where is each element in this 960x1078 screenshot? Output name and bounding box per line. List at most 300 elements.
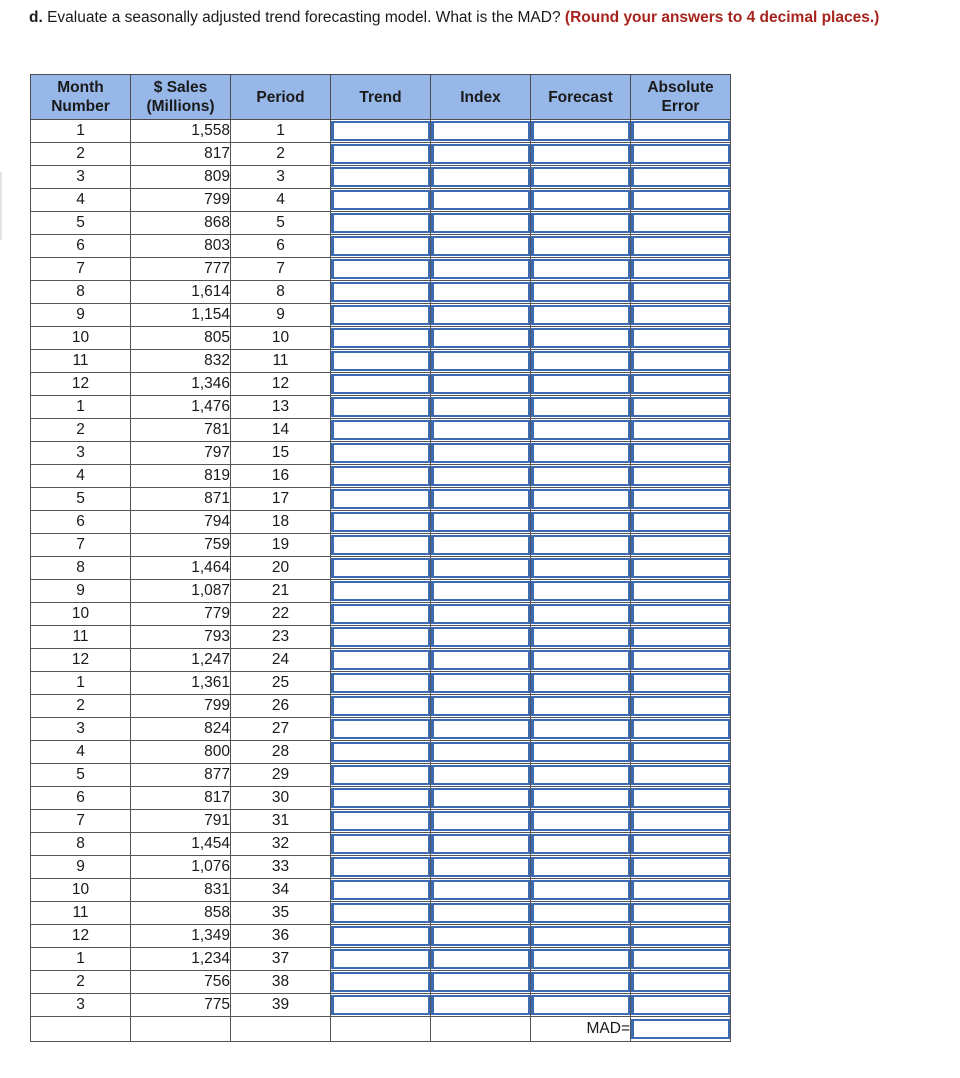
trend-input-cell [331,994,431,1017]
period-cell: 18 [231,511,331,534]
forecast-input[interactable] [531,903,630,923]
forecast-input-cell [531,465,631,488]
sales-cell: 797 [131,442,231,465]
absolute-error-input-cell [631,419,731,442]
forecast-input[interactable] [531,236,630,256]
trend-input[interactable] [331,811,430,831]
month-number-cell: 3 [31,166,131,189]
forecast-input[interactable] [531,765,630,785]
trend-input-cell [331,534,431,557]
index-input[interactable] [431,581,530,601]
index-input[interactable] [431,259,530,279]
forecast-input[interactable] [531,880,630,900]
index-input[interactable] [431,811,530,831]
index-input-cell [431,511,531,534]
forecast-input[interactable] [531,949,630,969]
period-cell: 13 [231,396,331,419]
absolute-error-input[interactable] [631,811,730,831]
index-input[interactable] [431,535,530,555]
index-input-cell [431,350,531,373]
trend-input-cell [331,166,431,189]
forecast-input[interactable] [531,857,630,877]
trend-input[interactable] [331,719,430,739]
trend-input-cell [331,419,431,442]
absolute-error-input-cell [631,672,731,695]
absolute-error-input-cell [631,603,731,626]
trend-input[interactable] [331,397,430,417]
absolute-error-input[interactable] [631,581,730,601]
period-cell: 31 [231,810,331,833]
trend-input[interactable] [331,696,430,716]
trend-input[interactable] [331,903,430,923]
trend-input[interactable] [331,443,430,463]
trend-input-cell [331,948,431,971]
header-index: Index [431,75,531,120]
trend-input-cell [331,327,431,350]
index-input[interactable] [431,604,530,624]
forecast-input[interactable] [531,213,630,233]
index-input[interactable] [431,328,530,348]
absolute-error-input[interactable] [631,834,730,854]
trend-input[interactable] [331,949,430,969]
trend-input[interactable] [331,535,430,555]
index-input[interactable] [431,972,530,992]
index-input-cell [431,419,531,442]
trend-input[interactable] [331,765,430,785]
absolute-error-input[interactable] [631,328,730,348]
absolute-error-input[interactable] [631,995,730,1015]
absolute-error-input[interactable] [631,420,730,440]
forecast-input[interactable] [531,788,630,808]
forecast-input-cell [531,235,631,258]
index-input[interactable] [431,558,530,578]
trend-input[interactable] [331,351,430,371]
absolute-error-input[interactable] [631,788,730,808]
month-number-cell: 6 [31,511,131,534]
index-input[interactable] [431,650,530,670]
absolute-error-input[interactable] [631,696,730,716]
index-input-cell [431,833,531,856]
absolute-error-input-cell [631,856,731,879]
forecast-input[interactable] [531,972,630,992]
trend-input[interactable] [331,834,430,854]
index-input[interactable] [431,696,530,716]
forecast-input[interactable] [531,328,630,348]
sales-cell: 1,087 [131,580,231,603]
absolute-error-input[interactable] [631,926,730,946]
forecast-input[interactable] [531,512,630,532]
trend-input-cell [331,235,431,258]
period-cell: 2 [231,143,331,166]
forecast-input[interactable] [531,696,630,716]
absolute-error-input[interactable] [631,213,730,233]
index-input-cell [431,925,531,948]
trend-input-cell [331,189,431,212]
trend-input[interactable] [331,880,430,900]
absolute-error-input-cell [631,580,731,603]
index-input-cell [431,465,531,488]
sales-cell: 793 [131,626,231,649]
index-input[interactable] [431,627,530,647]
period-cell: 21 [231,580,331,603]
trend-input-cell [331,120,431,143]
forecast-input[interactable] [531,190,630,210]
table-row [31,741,731,764]
header-month-number: Month Number [31,75,131,120]
sales-cell: 877 [131,764,231,787]
index-input[interactable] [431,926,530,946]
absolute-error-input[interactable] [631,305,730,325]
index-input-cell [431,534,531,557]
table-row [31,534,731,557]
index-input[interactable] [431,834,530,854]
index-input-cell [431,281,531,304]
index-input[interactable] [431,443,530,463]
trend-input[interactable] [331,190,430,210]
index-input[interactable] [431,765,530,785]
mad-input[interactable] [631,1019,730,1039]
absolute-error-input[interactable] [631,282,730,302]
trend-input[interactable] [331,972,430,992]
absolute-error-input-cell [631,304,731,327]
period-cell: 16 [231,465,331,488]
index-input[interactable] [431,144,530,164]
period-cell: 38 [231,971,331,994]
question-text [29,7,939,28]
index-input-cell [431,672,531,695]
absolute-error-input[interactable] [631,489,730,509]
trend-input-cell [331,649,431,672]
month-number-cell: 9 [31,856,131,879]
absolute-error-input-cell [631,902,731,925]
forecast-input[interactable] [531,834,630,854]
index-input[interactable] [431,351,530,371]
absolute-error-input-cell [631,695,731,718]
trend-input[interactable] [331,144,430,164]
table-row [31,994,731,1017]
table-row [31,143,731,166]
absolute-error-input[interactable] [631,351,730,371]
absolute-error-input[interactable] [631,236,730,256]
index-input[interactable] [431,673,530,693]
sales-cell: 824 [131,718,231,741]
table-row [31,511,731,534]
absolute-error-input[interactable] [631,949,730,969]
forecast-input[interactable] [531,305,630,325]
sales-cell: 819 [131,465,231,488]
absolute-error-input[interactable] [631,190,730,210]
forecast-input[interactable] [531,627,630,647]
index-input[interactable] [431,880,530,900]
sales-cell: 756 [131,971,231,994]
sales-cell: 777 [131,258,231,281]
absolute-error-input[interactable] [631,673,730,693]
forecast-input-cell [531,304,631,327]
period-cell: 36 [231,925,331,948]
period-cell: 15 [231,442,331,465]
forecast-input-cell [531,281,631,304]
forecast-input[interactable] [531,121,630,141]
table-row [31,557,731,580]
trend-input-cell [331,856,431,879]
trend-input[interactable] [331,604,430,624]
forecast-input[interactable] [531,604,630,624]
trend-input[interactable] [331,167,430,187]
trend-input[interactable] [331,581,430,601]
period-cell: 17 [231,488,331,511]
forecast-input[interactable] [531,144,630,164]
index-input[interactable] [431,236,530,256]
trend-input-cell [331,971,431,994]
trend-input-cell [331,879,431,902]
sales-cell: 779 [131,603,231,626]
forecast-input-cell [531,419,631,442]
absolute-error-input[interactable] [631,535,730,555]
forecast-input[interactable] [531,926,630,946]
index-input-cell [431,120,531,143]
index-input[interactable] [431,742,530,762]
month-number-cell: 11 [31,626,131,649]
sales-cell: 781 [131,419,231,442]
index-input-cell [431,626,531,649]
index-input-cell [431,442,531,465]
index-input[interactable] [431,489,530,509]
absolute-error-input[interactable] [631,719,730,739]
absolute-error-input[interactable] [631,880,730,900]
sales-cell: 1,454 [131,833,231,856]
index-input[interactable] [431,167,530,187]
absolute-error-input-cell [631,396,731,419]
month-number-cell: 8 [31,833,131,856]
trend-input-cell [331,741,431,764]
trend-input[interactable] [331,259,430,279]
forecast-input[interactable] [531,742,630,762]
index-input[interactable] [431,857,530,877]
mad-row-blank [431,1017,531,1042]
trend-input-cell [331,672,431,695]
forecast-input[interactable] [531,650,630,670]
trend-input[interactable] [331,282,430,302]
absolute-error-input[interactable] [631,512,730,532]
forecast-input-cell [531,695,631,718]
table-row [31,948,731,971]
header-row [31,75,731,120]
trend-input[interactable] [331,673,430,693]
index-input-cell [431,166,531,189]
forecast-input[interactable] [531,535,630,555]
period-cell: 30 [231,787,331,810]
index-input[interactable] [431,213,530,233]
period-cell: 25 [231,672,331,695]
forecast-input[interactable] [531,351,630,371]
trend-input[interactable] [331,489,430,509]
index-input[interactable] [431,420,530,440]
index-input-cell [431,718,531,741]
trend-input[interactable] [331,627,430,647]
forecast-input[interactable] [531,995,630,1015]
index-input[interactable] [431,282,530,302]
absolute-error-input-cell [631,626,731,649]
period-cell: 4 [231,189,331,212]
forecast-input[interactable] [531,282,630,302]
table-row [31,856,731,879]
table-row [31,281,731,304]
sales-cell: 858 [131,902,231,925]
forecast-input[interactable] [531,374,630,394]
month-number-cell: 12 [31,373,131,396]
trend-input-cell [331,787,431,810]
trend-input-cell [331,718,431,741]
month-number-cell: 4 [31,465,131,488]
trend-input-cell [331,304,431,327]
sales-cell: 871 [131,488,231,511]
trend-input[interactable] [331,742,430,762]
sales-cell: 1,234 [131,948,231,971]
period-cell: 20 [231,557,331,580]
forecast-input-cell [531,787,631,810]
sales-cell: 1,076 [131,856,231,879]
absolute-error-input[interactable] [631,604,730,624]
absolute-error-input-cell [631,488,731,511]
trend-input[interactable] [331,420,430,440]
trend-input[interactable] [331,788,430,808]
sales-cell: 868 [131,212,231,235]
absolute-error-input[interactable] [631,121,730,141]
trend-input[interactable] [331,236,430,256]
absolute-error-input-cell [631,235,731,258]
month-number-cell: 3 [31,994,131,1017]
absolute-error-input[interactable] [631,857,730,877]
absolute-error-input[interactable] [631,742,730,762]
index-input[interactable] [431,397,530,417]
forecast-input-cell [531,971,631,994]
period-cell: 32 [231,833,331,856]
index-input[interactable] [431,995,530,1015]
index-input[interactable] [431,190,530,210]
forecast-input-cell [531,373,631,396]
forecast-input[interactable] [531,489,630,509]
month-number-cell: 4 [31,741,131,764]
forecast-input[interactable] [531,466,630,486]
forecast-input-cell [531,189,631,212]
absolute-error-input-cell [631,465,731,488]
sales-cell: 799 [131,695,231,718]
table-row [31,373,731,396]
index-input[interactable] [431,903,530,923]
trend-input[interactable] [331,466,430,486]
mad-row-blank [31,1017,131,1042]
question-letter: d. [29,9,43,26]
absolute-error-input[interactable] [631,259,730,279]
forecast-input[interactable] [531,558,630,578]
absolute-error-input[interactable] [631,558,730,578]
forecast-input[interactable] [531,259,630,279]
forecast-input-cell [531,879,631,902]
index-input[interactable] [431,121,530,141]
forecast-input[interactable] [531,397,630,417]
trend-input[interactable] [331,650,430,670]
absolute-error-input[interactable] [631,144,730,164]
index-input[interactable] [431,512,530,532]
absolute-error-input-cell [631,143,731,166]
trend-input-cell [331,695,431,718]
index-input[interactable] [431,374,530,394]
forecast-input[interactable] [531,719,630,739]
trend-input-cell [331,488,431,511]
month-number-cell: 8 [31,281,131,304]
absolute-error-input[interactable] [631,650,730,670]
absolute-error-input[interactable] [631,972,730,992]
forecast-input[interactable] [531,673,630,693]
table-row [31,304,731,327]
trend-input[interactable] [331,374,430,394]
absolute-error-input[interactable] [631,903,730,923]
forecast-input[interactable] [531,167,630,187]
forecast-input-cell [531,327,631,350]
sales-cell: 803 [131,235,231,258]
absolute-error-input-cell [631,258,731,281]
trend-input[interactable] [331,328,430,348]
forecast-input-cell [531,350,631,373]
forecast-input[interactable] [531,443,630,463]
absolute-error-input[interactable] [631,765,730,785]
table-body [31,120,731,1017]
month-number-cell: 2 [31,695,131,718]
trend-input[interactable] [331,512,430,532]
period-cell: 6 [231,235,331,258]
month-number-cell: 11 [31,902,131,925]
period-cell: 22 [231,603,331,626]
absolute-error-input[interactable] [631,466,730,486]
index-input-cell [431,488,531,511]
forecast-input-cell [531,557,631,580]
trend-input[interactable] [331,995,430,1015]
trend-input-cell [331,143,431,166]
forecast-input[interactable] [531,581,630,601]
index-input[interactable] [431,305,530,325]
index-input[interactable] [431,719,530,739]
index-input-cell [431,764,531,787]
trend-input[interactable] [331,213,430,233]
index-input[interactable] [431,788,530,808]
table-row [31,718,731,741]
index-input-cell [431,373,531,396]
forecast-input[interactable] [531,811,630,831]
absolute-error-input[interactable] [631,627,730,647]
trend-input[interactable] [331,926,430,946]
month-number-cell: 12 [31,925,131,948]
index-input-cell [431,557,531,580]
absolute-error-input[interactable] [631,443,730,463]
trend-input[interactable] [331,558,430,578]
forecast-input-cell [531,258,631,281]
trend-input[interactable] [331,305,430,325]
index-input[interactable] [431,466,530,486]
trend-input[interactable] [331,121,430,141]
month-number-cell: 5 [31,488,131,511]
month-number-cell: 10 [31,327,131,350]
index-input[interactable] [431,949,530,969]
sales-cell: 805 [131,327,231,350]
forecast-input[interactable] [531,420,630,440]
month-number-cell: 10 [31,603,131,626]
absolute-error-input[interactable] [631,374,730,394]
trend-input[interactable] [331,857,430,877]
forecast-input-cell [531,925,631,948]
absolute-error-input[interactable] [631,167,730,187]
table-row [31,350,731,373]
absolute-error-input[interactable] [631,397,730,417]
